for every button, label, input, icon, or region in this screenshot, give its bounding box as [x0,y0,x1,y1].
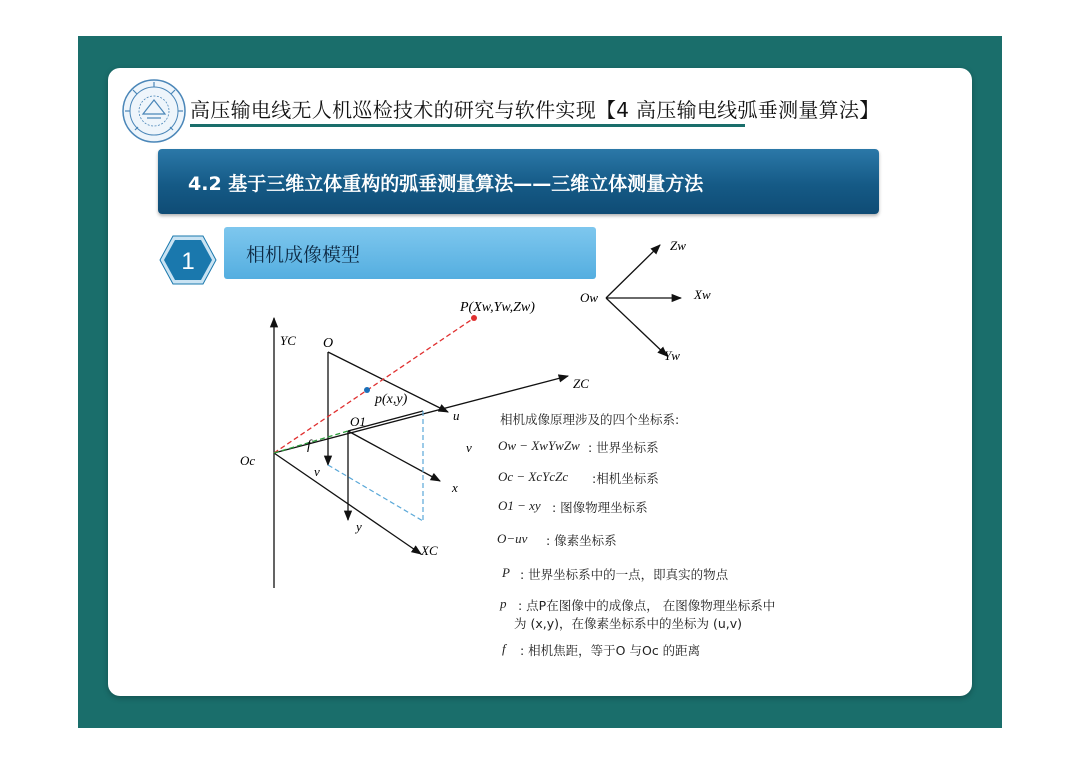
y-label: y [356,519,362,534]
focal-label: f [307,438,311,453]
legend-world-symbol: Ow − XwYwZw [498,438,580,453]
subsection-title: 相机成像模型 [246,244,361,266]
image-origin-label: O1 [350,414,366,429]
camera-y-label: YC [280,333,296,348]
world-point-dot [471,315,477,321]
legend-camera-symbol: Oc − XcYcZc [498,469,569,484]
legend-f-label: : 相机焦距，等于O 与Oc 的距离 [520,643,701,658]
legend-pixel-label: : 像素坐标系 [546,533,617,548]
projection-ray [274,318,474,453]
legend-camera-label: :相机坐标系 [592,471,659,486]
legend-image-label: : 图像物理坐标系 [552,500,648,515]
u-label: u [453,408,460,423]
v-pixel-label: v [314,464,320,479]
legend-p-label-2: 为 (x,y)，在像素坐标系中的坐标为 (u,v) [514,616,743,631]
world-origin-label: Ow [580,290,599,305]
camera-x-label: XC [421,543,438,558]
world-y-axis [606,298,667,356]
subsection-number: 1 [181,248,195,275]
v-side-label: v [466,440,472,455]
camera-z-label: ZC [573,376,589,391]
world-z-axis [606,245,660,298]
world-axes [606,245,681,356]
pixel-origin-label: O [323,336,334,351]
world-z-label: Zw [670,238,686,253]
legend-p-symbol: p [500,596,507,611]
camera-center-label: Oc [240,453,256,468]
legend-world-label: : 世界坐标系 [588,440,659,455]
world-point-label: P(Xw,Yw,Zw) [460,300,535,315]
image-point-dot [364,387,370,393]
legend-image-symbol: O1 − xy [498,498,541,513]
legend-f-symbol: f [502,641,506,656]
focal-length-line [274,431,348,453]
legend-pixel-symbol: O−uv [497,531,528,546]
section-title: 4.2 基于三维立体重构的弧垂测量算法——三维立体测量方法 [188,173,704,195]
image-plane-dashed [328,411,423,521]
header-title: 高压输电线无人机巡检技术的研究与软件实现【4 高压输电线弧垂测量算法】 [190,98,880,122]
image-point-label: p(x,y) [375,392,408,407]
world-y-label: Yw [664,348,680,363]
x-axis [348,431,440,481]
legend-heading: 相机成像原理涉及的四个坐标系: [500,412,680,427]
legend-p-label-1: : 点P在图像中的成像点， 在图像物理坐标系中 [518,598,776,613]
world-x-label: Xw [694,287,711,302]
pixel-frame [328,352,448,465]
legend-P-label: : 世界坐标系中的一点，即真实的物点 [520,567,729,582]
x-label: x [452,480,458,495]
legend-P-symbol: P [502,565,510,580]
